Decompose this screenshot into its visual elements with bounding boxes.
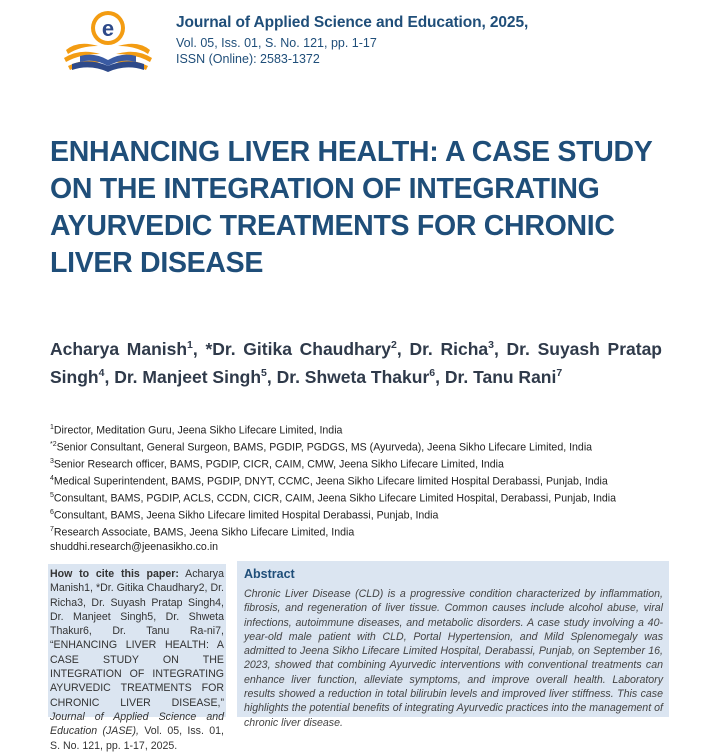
affiliation-item: $^6$Consultant, BAMS, Jeena Sikho Lifecare limited Hospital Derabassi, Punjab, India bbox=[50, 508, 439, 522]
affiliation-list bbox=[50, 421, 670, 554]
journal-e-book-logo-icon bbox=[58, 6, 158, 78]
journal-issn: ISSN (Online): 2583-1372 bbox=[176, 52, 320, 66]
abstract-heading: Abstract bbox=[244, 567, 295, 581]
journal-info bbox=[176, 14, 528, 66]
affiliation-item: $^1$Director, Meditation Guru, Jeena Sikho Lifecare Limited, India bbox=[50, 424, 343, 437]
author-name: Dr. Suyash Pratap Singh bbox=[50, 338, 662, 387]
abstract-text: Chronic Liver Disease (CLD) is a progressive condition characterized by inflammation, fibrosis, and regeneration of liver tissue. Common causes include alcohol abuse, viral infections, autoimmune diseases, and metabolic disorders. A case study involving a 40-year-old male patient with CLD, Portal Hypertension, and Mild Splenomegaly was admitted to Jeena Sikho Lifecare Limited Hospital, Derabassi, Punjab, on September 16, 2023, showed that combining Ayurvedic interventions with conventional treatments can enhance liver function, alleviate symptoms, and improve overall health. Laboratory results showed a reduction in total bilirubin levels and improved liver stiffness. This case highlights the potential benefits of integrating Ayurvedic practices into the management of chronic liver disease. bbox=[244, 588, 663, 729]
affiliation-item: $^{*2}$Senior Consultant, General Surgeon, BAMS, PGDIP, PGDGS, MS (Ayurveda), Jeena Sikho Lifecare Limited, India bbox=[50, 440, 593, 454]
affiliation-item: $^5$Consultant, BAMS, PGDIP, ACLS, CCDN, CICR, CAIM, Jeena Sikho Lifecare Limited Hospital, Derabassi, Punjab, India bbox=[50, 491, 617, 505]
svg-text:e: e bbox=[101, 16, 115, 41]
citation-box bbox=[48, 564, 226, 752]
abstract-box bbox=[237, 561, 669, 729]
affiliation-item: $^7$Research Associate, BAMS, Jeena Sikho Lifecare Limited, India bbox=[50, 525, 355, 539]
affiliation-item: $^4$Medical Superintendent, BAMS, PGDIP, DNYT, CCMC, Jeena Sikho Lifecare limited Hospital Derabassi, Punjab, India bbox=[50, 474, 608, 488]
journal-header bbox=[0, 0, 711, 80]
journal-volume: Vol. 05, Iss. 01, S. No. 121, pp. 1-17 bbox=[176, 36, 377, 50]
author-list: Acharya Manish$^1$, *Dr. Gitika Chaudhary$^2$, Dr. Richa$^3$, Dr. Suyash Pratap Singh$^4$, Dr. Manjeet Singh$^5$, Dr. Shweta Thakur$^6$, Dr. Tanu Rani$^7$ bbox=[50, 338, 662, 387]
citation-text: How to cite this paper: Acharya Manish1, *Dr. Gitika Chaudhary2, Dr. Richa3, Dr. Suyash Pratap Singh4, Dr. Manjeet Singh5, Dr. Shweta Thakur6, Dr. Tanu Ra-ni7, “ENHANCING LIVER HEALTH: A CASE STUDY ON THE INTEGRATION OF INTEGRATING AYURVEDIC TREATMENTS FOR CHRONIC LIVER DISEASE,” Journal of Applied Science and Education (JASE), Vol. 05, Iss. 01, S. No. 121, pp. 1-17, 2025. bbox=[50, 568, 224, 752]
contact-email[interactable]: shuddhi.research@jeenasikho.co.in bbox=[50, 540, 218, 553]
citation-label: How to cite this paper: bbox=[50, 568, 179, 580]
author-name: *Dr. Gitika Chaudhary bbox=[205, 338, 392, 359]
author-name: Dr. Shweta Thakur bbox=[276, 366, 430, 387]
affiliation-item: $^3$Senior Research officer, BAMS, PGDIP, CICR, CAIM, CMW, Jeena Sikho Lifecare Limited, India bbox=[50, 457, 504, 471]
journal-title: Journal of Applied Science and Education, 2025, bbox=[176, 14, 529, 31]
author-name: Acharya Manish bbox=[50, 338, 188, 359]
author-name: Dr. Tanu Rani bbox=[444, 366, 557, 387]
paper-title: ENHANCING LIVER HEALTH: A CASE STUDY ON THE INTEGRATION OF INTEGRATING AYURVEDIC TREATMENTS FOR CHRONIC LIVER DISEASE bbox=[50, 136, 652, 279]
author-name: Dr. Richa bbox=[409, 338, 489, 359]
author-name: Dr. Manjeet Singh bbox=[114, 366, 262, 387]
